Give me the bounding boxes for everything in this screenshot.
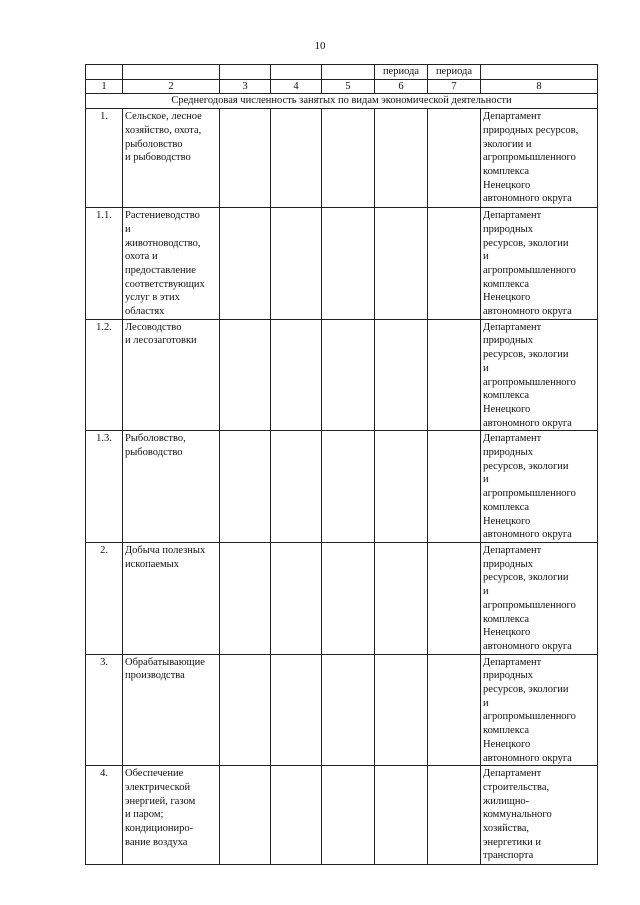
row-activity: Лесоводство и лесозаготовки <box>123 319 220 431</box>
row-department: Департамент природных ресурсов, экологии и агропромышленного комплекса Ненецкого автономного округа <box>481 431 598 543</box>
row-department: Департамент природных ресурсов, экологии и агропромышленного комплекса Ненецкого автономного округа <box>481 542 598 654</box>
column-number: 1 <box>86 79 123 94</box>
row-index: 2. <box>86 542 123 654</box>
row-index: 4. <box>86 766 123 865</box>
section-row <box>86 94 598 109</box>
row-index: 3. <box>86 654 123 766</box>
empty-cell <box>220 542 271 654</box>
empty-cell <box>428 542 481 654</box>
empty-cell <box>322 109 375 208</box>
empty-cell <box>322 208 375 320</box>
header-row <box>86 65 598 80</box>
empty-cell <box>322 542 375 654</box>
empty-cell <box>375 431 428 543</box>
row-activity: Обеспечение электрической энергией, газом и паром; кондициониро- вание воздуха <box>123 766 220 865</box>
empty-cell <box>375 319 428 431</box>
column-number-row <box>86 79 598 94</box>
column-number: 4 <box>271 79 322 94</box>
column-number: 7 <box>428 79 481 94</box>
empty-cell <box>271 319 322 431</box>
empty-cell <box>220 319 271 431</box>
empty-cell <box>322 319 375 431</box>
column-number: 3 <box>220 79 271 94</box>
empty-cell <box>428 431 481 543</box>
table-row <box>86 109 598 208</box>
column-number: 2 <box>123 79 220 94</box>
empty-cell <box>375 109 428 208</box>
header-cell: периода <box>375 65 428 80</box>
empty-cell <box>322 654 375 766</box>
page-number: 10 <box>314 40 326 52</box>
row-index: 1.3. <box>86 431 123 543</box>
empty-cell <box>220 766 271 865</box>
row-department: Департамент природных ресурсов, экологии и агропромышленного комплекса Ненецкого автономного округа <box>481 654 598 766</box>
table-row <box>86 208 598 320</box>
row-department: Департамент природных ресурсов, экологии и агропромышленного комплекса Ненецкого автономного округа <box>481 319 598 431</box>
table-row <box>86 431 598 543</box>
empty-cell <box>428 319 481 431</box>
empty-cell <box>375 208 428 320</box>
empty-cell <box>271 208 322 320</box>
header-cell <box>271 65 322 80</box>
column-number: 5 <box>322 79 375 94</box>
empty-cell <box>428 208 481 320</box>
empty-cell <box>220 208 271 320</box>
row-index: 1.2. <box>86 319 123 431</box>
row-department: Департамент природных ресурсов, экологии и агропромышленного комплекса Ненецкого автономного округа <box>481 208 598 320</box>
row-activity: Добыча полезных ископаемых <box>123 542 220 654</box>
header-cell <box>86 65 123 80</box>
section-title: Среднегодовая численность занятых по видам экономической деятельности <box>86 94 598 109</box>
column-number: 6 <box>375 79 428 94</box>
empty-cell <box>428 654 481 766</box>
empty-cell <box>271 766 322 865</box>
header-cell: периода <box>428 65 481 80</box>
header-cell <box>481 65 598 80</box>
row-activity: Растениеводство и животноводство, охота и предоставление соответствующих услуг в этих областях <box>123 208 220 320</box>
row-activity: Рыболовство, рыбоводство <box>123 431 220 543</box>
table-row <box>86 319 598 431</box>
table-row <box>86 654 598 766</box>
row-index: 1.1. <box>86 208 123 320</box>
empty-cell <box>220 431 271 543</box>
row-department: Департамент природных ресурсов, экологии и агропромышленного комплекса Ненецкого автономного округа <box>481 109 598 208</box>
empty-cell <box>271 431 322 543</box>
empty-cell <box>271 109 322 208</box>
row-index: 1. <box>86 109 123 208</box>
empty-cell <box>271 654 322 766</box>
empty-cell <box>220 109 271 208</box>
header-cell <box>220 65 271 80</box>
empty-cell <box>428 109 481 208</box>
empty-cell <box>375 654 428 766</box>
header-cell <box>123 65 220 80</box>
empty-cell <box>375 766 428 865</box>
row-department: Департамент строительства, жилищно- коммунального хозяйства, энергетики и транспорта <box>481 766 598 865</box>
header-cell <box>322 65 375 80</box>
empty-cell <box>428 766 481 865</box>
empty-cell <box>375 542 428 654</box>
column-number: 8 <box>481 79 598 94</box>
table-row <box>86 542 598 654</box>
row-activity: Обрабатывающие производства <box>123 654 220 766</box>
empty-cell <box>322 431 375 543</box>
empty-cell <box>271 542 322 654</box>
data-table <box>85 64 598 865</box>
row-activity: Сельское, лесное хозяйство, охота, рыболовство и рыбоводство <box>123 109 220 208</box>
empty-cell <box>220 654 271 766</box>
table-row <box>86 766 598 865</box>
empty-cell <box>322 766 375 865</box>
